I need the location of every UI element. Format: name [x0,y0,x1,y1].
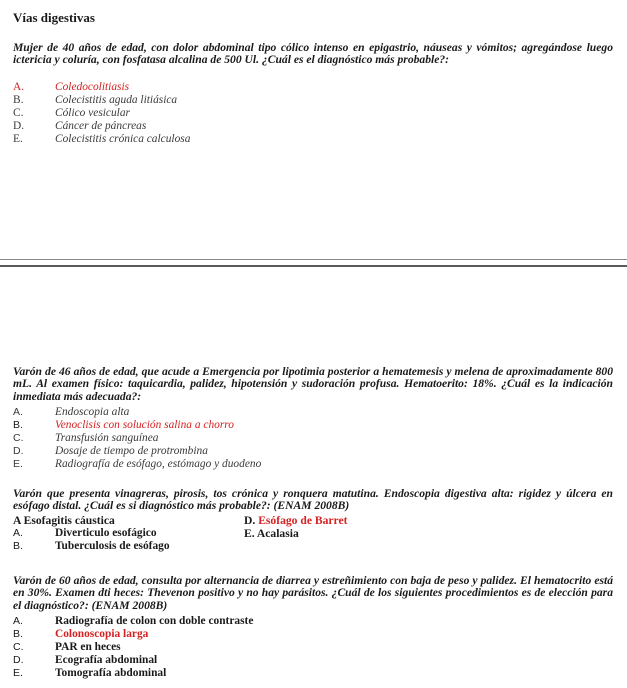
q4-option-d-text: Ecografía abdominal [55,654,158,666]
section-title: Vías digestivas [13,10,95,25]
q1-option-a-letter: A. [13,81,25,93]
q2-option-e-text: Radiografía de esófago, estómago y duodeno [55,458,262,470]
q4-option-c-text: PAR en heces [55,641,121,653]
q2-option-d-letter: D. [13,445,24,457]
q1-option-c-letter: C. [13,107,24,119]
q2-option-e-letter: E. [13,458,23,470]
question-3-text: Varón que presenta vinagreras, pirosis, tos crónica y ronquera matutina. Endoscopia digestiva alta: rigidez y úlcera en esófago distal. ¿Cuál es si diagnóstico más probable?: (ENAM 2008B) [13,487,613,513]
q1-option-b-letter: B. [13,94,24,106]
q3-option-e[interactable]: E. Acalasia [244,527,299,540]
q1-option-a-text: Coledocolitiasis [55,81,130,93]
q3-option-b-letter: A. [13,527,23,539]
q3-option-d-text: Esófago de Barret [258,514,348,527]
q4-option-d-letter: D. [13,654,24,666]
q2-option-a-text: Endoscopia alta [55,406,130,418]
q2-option-c-letter: C. [13,432,24,444]
q3-option-c-letter: B. [13,540,23,552]
q4-option-e-letter: E. [13,667,23,679]
q4-option-a-text: Radiografía de colon con doble contraste [55,615,254,627]
q4-option-b-text: Colonoscopia larga [55,628,149,640]
q3-option-a[interactable]: A Esofagitis cáustica [13,514,115,527]
question-4-text: Varón de 60 años de edad, consulta por alternancia de diarrea y estreñimiento con baja de peso y palidez. El hematocrito está en 30%. Examen dti heces: Thevenon positivo y no hay parásitos. ¿Cuál de los siguientes procedimientos es de elección para el diagnóstico?: (ENAM 2008B) [13,574,613,612]
q1-option-e-text: Colecistitis crónica calculosa [55,133,191,145]
q3-option-d-letter: D. [244,514,256,527]
q2-option-c-text: Transfusión sanguínea [55,432,159,444]
q3-option-b-text: Diverticulo esofágico [55,527,157,539]
q4-option-a-letter: A. [13,615,23,627]
q1-option-b-text: Colecistitis aguda litiásica [55,94,178,106]
q4-option-c-letter: C. [13,641,24,653]
question-2-text: Varón de 46 años de edad, que acude a Emergencia por lipotimia posterior a hematemesis y melena de aproximadamente 800 mL. Al examen físico: taquicardia, palidez, hipotensión y sudoración profusa. Hematoerito: 18%. ¿Cuál es la indicación inmediata más adecuada?: [13,365,613,403]
q1-option-d-letter: D. [13,120,25,132]
q1-option-e-letter: E. [13,133,23,145]
q2-option-b-letter: B. [13,419,23,431]
section-divider-thin [0,259,627,260]
q1-option-d-text: Cáncer de páncreas [55,120,147,132]
question-1-text: Mujer de 40 años de edad, con dolor abdominal tipo cólico intenso en epigastrio, náuseas y vómitos; agregándose luego ictericia y coluría, con fosfatasa alcalina de 500 Ul. ¿Cuál es el diagnóstico más probable?: [13,41,613,67]
q4-option-b-letter: B. [13,628,23,640]
q3-option-c-text: Tuberculosis de esófago [55,540,170,552]
q2-option-d-text: Dosaje de tiempo de protrombina [55,445,208,457]
q3-option-d[interactable] [244,514,348,527]
q2-option-a-letter: A. [13,406,23,418]
q2-option-b-text: Venoclisis con solución salina a chorro [55,419,234,431]
section-divider-thick [0,265,627,267]
q1-option-c-text: Cólico vesicular [55,107,130,119]
q4-option-e-text: Tomografía abdominal [55,667,167,679]
